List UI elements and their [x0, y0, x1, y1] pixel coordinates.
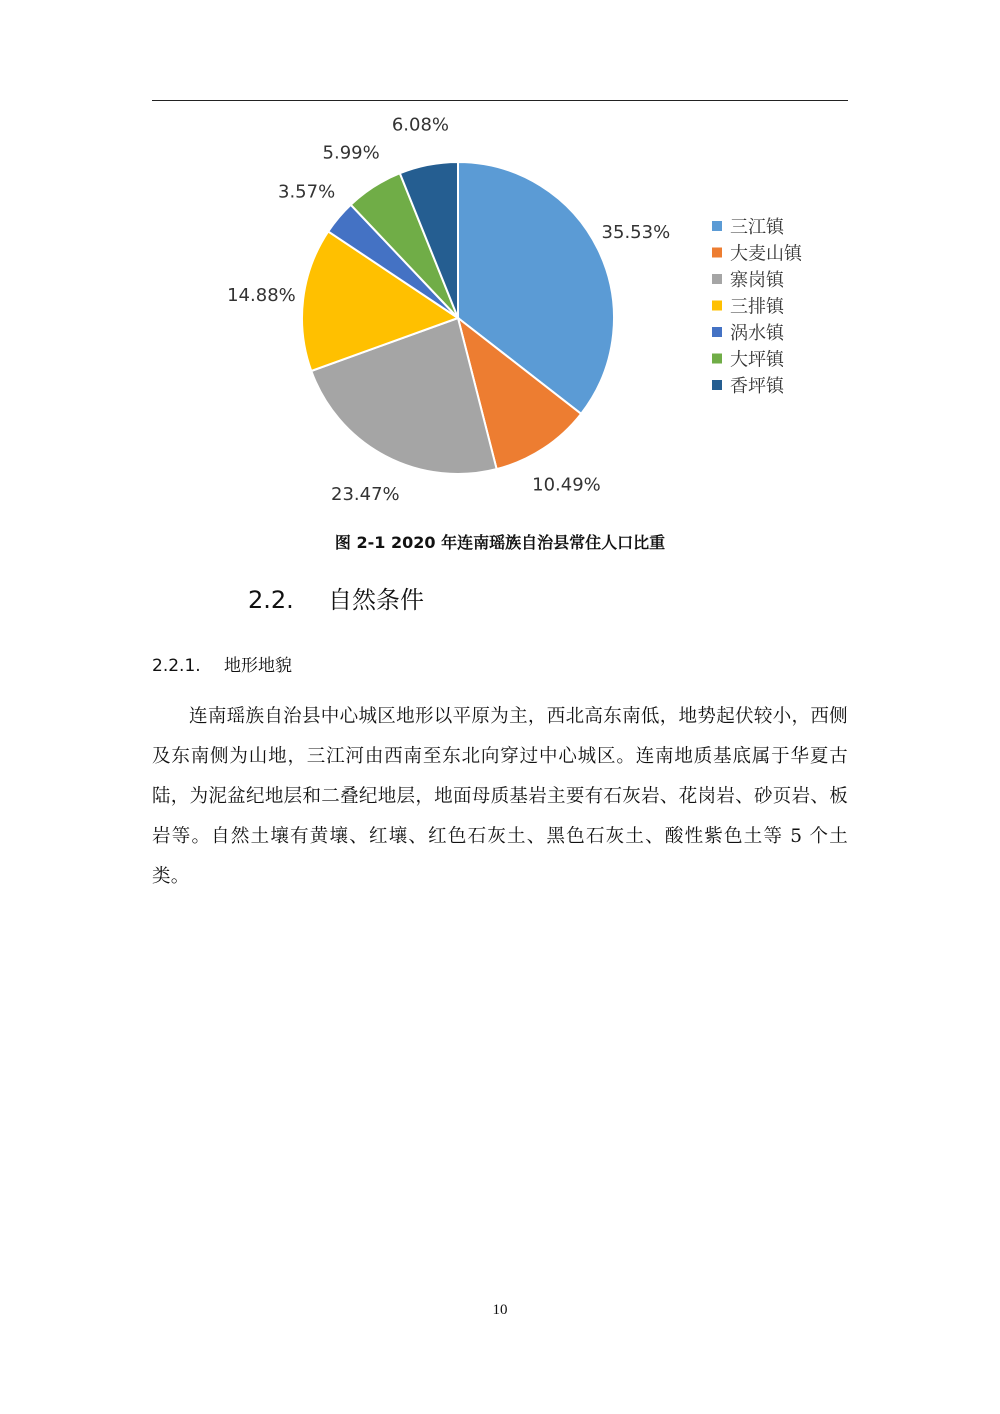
legend-label-7: 香坪镇 — [730, 376, 784, 397]
data-label-5: 3.57% — [278, 181, 336, 203]
section-title: 自然条件 — [328, 586, 424, 614]
legend-swatch-3 — [712, 274, 722, 284]
pie-chart-svg — [0, 0, 1000, 520]
legend-label-6: 大坪镇 — [730, 349, 784, 371]
body-paragraph: 连南瑶族自治县中心城区地形以平原为主，西北高东南低，地势起伏较小，西侧及东南侧为山地，三江河由西南至东北向穿过中心城区。连南地质基底属于华夏古陆，为泥盆纪地层和二叠纪地层，地面母质基岩主要有石灰岩、花岗岩、砂页岩、板岩等。自然土壤有黄壤、红壤、红色石灰土、黑色石灰土、酸性紫色土等 5 个土类。 — [152, 706, 848, 887]
figure-caption: 图 2-1 2020 年连南瑶族自治县常住人口比重 — [334, 533, 666, 552]
legend-label-5: 涡水镇 — [730, 323, 784, 344]
legend-swatch-7 — [712, 380, 722, 390]
section-number: 2.2. — [248, 586, 294, 614]
data-label-3: 23.47% — [331, 483, 400, 505]
section-heading — [248, 580, 424, 615]
data-label-4: 14.88% — [227, 285, 296, 307]
pie-chart — [0, 0, 1000, 520]
legend-label-2: 大麦山镇 — [730, 243, 802, 265]
legend-label-4: 三排镇 — [730, 296, 784, 318]
data-label-1: 35.53% — [601, 222, 671, 244]
legend-swatch-4 — [712, 301, 722, 311]
legend-swatch-5 — [712, 327, 722, 337]
legend-swatch-2 — [712, 248, 722, 258]
subsection-number: 2.2.1. — [152, 656, 201, 676]
legend-label-1: 三江镇 — [730, 217, 784, 238]
subsection-title: 地形地貌 — [224, 656, 292, 676]
data-label-6: 5.99% — [322, 142, 380, 164]
legend-swatch-1 — [712, 221, 722, 231]
legend-label-3: 寨岗镇 — [730, 270, 784, 291]
data-label-7: 6.08% — [391, 114, 450, 136]
subsection-heading — [152, 651, 292, 676]
page-number: 10 — [492, 1302, 508, 1318]
legend-swatch-6 — [712, 354, 722, 364]
data-label-2: 10.49% — [532, 474, 601, 496]
